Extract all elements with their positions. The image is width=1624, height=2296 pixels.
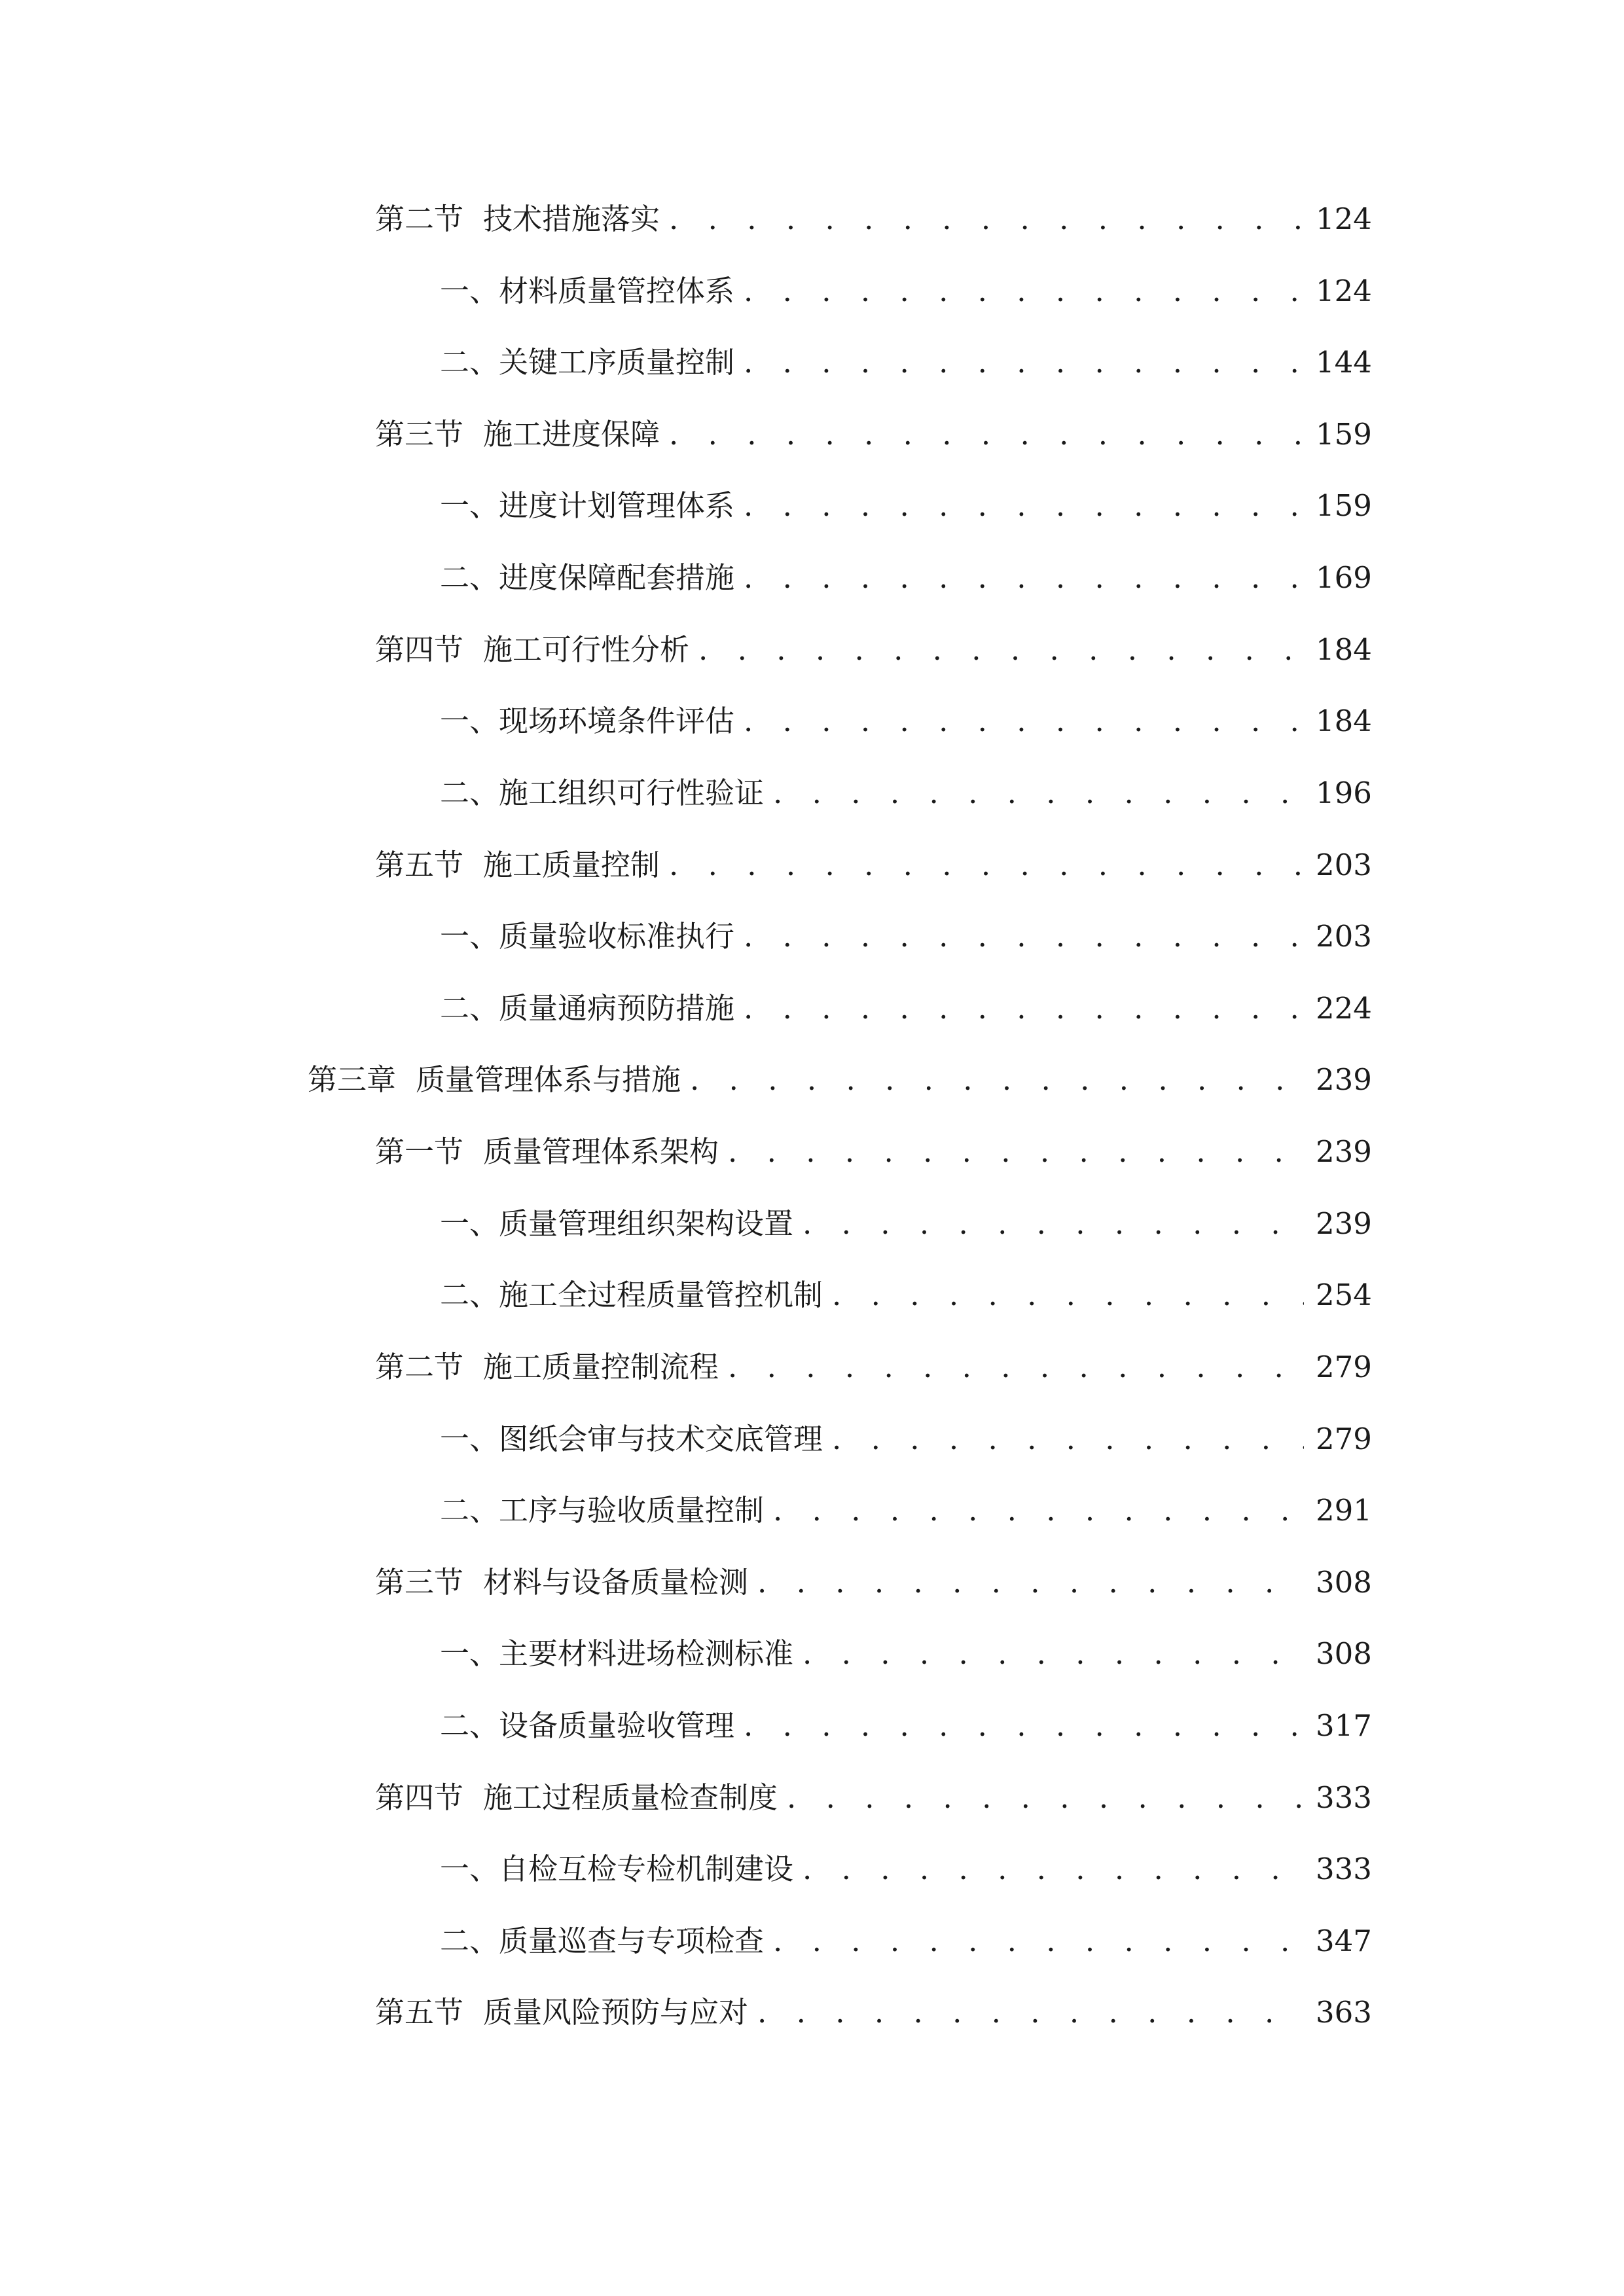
toc-marker: 一、 [440,1636,499,1671]
toc-section-entry[interactable] [375,408,1372,461]
toc-subsection-entry[interactable] [440,265,1372,317]
toc-page-number: 239 [1316,1206,1372,1241]
dot-leader [728,1126,1304,1178]
toc-title: 质量通病预防措施 [499,991,735,1026]
dot-leader [744,552,1304,604]
toc-marker: 第三节 [375,1565,464,1600]
dot-leader [773,1484,1304,1537]
toc-page-number: 159 [1316,488,1372,523]
dot-leader [803,1198,1304,1250]
dot-leader [757,1556,1304,1609]
toc-page-number: 124 [1316,202,1372,236]
toc-marker: 二、 [440,345,499,380]
toc-page-number: 144 [1316,345,1372,380]
toc-title: 施工质量控制 [483,848,660,882]
dot-leader [744,910,1304,963]
toc-marker: 二、 [440,560,499,595]
toc-page-number: 254 [1316,1278,1372,1312]
toc-page-number: 124 [1316,274,1372,308]
toc-page-number: 184 [1316,704,1372,738]
toc-subsection-entry[interactable] [440,1198,1372,1250]
toc-page-number: 308 [1316,1565,1372,1600]
toc-marker: 二、 [440,1278,499,1312]
toc-page-number: 203 [1316,919,1372,954]
toc-title: 质量巡查与专项检查 [499,1924,765,1958]
toc-title: 质量管理体系与措施 [416,1062,681,1097]
dot-leader [669,408,1304,461]
toc-marker: 一、 [440,274,499,308]
toc-marker: 二、 [440,1708,499,1743]
toc-title: 施工进度保障 [483,417,660,452]
toc-subsection-entry[interactable] [440,1700,1372,1752]
toc-page-number: 159 [1316,417,1372,452]
dot-leader [773,767,1304,819]
toc-page-number: 333 [1316,1780,1372,1815]
toc-title: 施工全过程质量管控机制 [499,1278,823,1312]
dot-leader [773,1915,1304,1967]
dot-leader [698,624,1304,676]
toc-subsection-entry[interactable] [440,1628,1372,1680]
toc-page-number: 184 [1316,632,1372,667]
toc-subsection-entry[interactable] [440,1843,1372,1895]
toc-page-number: 239 [1316,1134,1372,1169]
dot-leader [744,265,1304,317]
toc-title: 现场环境条件评估 [499,704,735,738]
toc-marker: 第四节 [375,1780,464,1815]
toc-page-number: 308 [1316,1636,1372,1671]
toc-marker: 一、 [440,488,499,523]
toc-title: 设备质量验收管理 [499,1708,735,1743]
toc-title: 施工质量控制流程 [483,1350,719,1384]
dot-leader [728,1341,1304,1393]
dot-leader [744,480,1304,532]
toc-title: 图纸会审与技术交底管理 [499,1422,823,1456]
toc-title: 进度计划管理体系 [499,488,735,523]
dot-leader [744,336,1304,389]
toc-title: 材料与设备质量检测 [483,1565,749,1600]
toc-section-entry[interactable] [375,839,1372,891]
toc-section-entry[interactable] [375,193,1372,245]
toc-marker: 第二节 [375,1350,464,1384]
toc-page-number: 363 [1316,1995,1372,2030]
toc-page-number: 239 [1316,1062,1372,1097]
dot-leader [832,1413,1304,1465]
toc-marker: 一、 [440,919,499,954]
dot-leader [787,1772,1304,1824]
toc-page-number: 317 [1316,1708,1372,1743]
toc-title: 施工可行性分析 [483,632,690,667]
dot-leader [690,1054,1304,1106]
toc-subsection-entry[interactable] [440,336,1372,389]
dot-leader [803,1628,1304,1680]
dot-leader [669,839,1304,891]
dot-leader [744,695,1304,747]
toc-marker: 一、 [440,1206,499,1241]
toc-page-number: 224 [1316,991,1372,1026]
toc-marker: 一、 [440,704,499,738]
toc-title: 质量风险预防与应对 [483,1995,749,2030]
toc-subsection-entry[interactable] [440,982,1372,1035]
toc-page-number: 333 [1316,1852,1372,1886]
toc-marker: 第三节 [375,417,464,452]
toc-marker: 第一节 [375,1134,464,1169]
dot-leader [832,1269,1304,1321]
toc-marker: 二、 [440,1493,499,1528]
toc-title: 质量验收标准执行 [499,919,735,954]
toc-page-number: 279 [1316,1422,1372,1456]
toc-subsection-entry[interactable] [440,695,1372,747]
toc-title: 材料质量管控体系 [499,274,735,308]
toc-subsection-entry[interactable] [440,910,1372,963]
toc-title: 质量管理体系架构 [483,1134,719,1169]
toc-marker: 第二节 [375,202,464,236]
toc-chapter-entry[interactable] [308,1054,1372,1106]
dot-leader [757,1986,1304,2039]
toc-marker: 一、 [440,1852,499,1886]
toc-subsection-entry[interactable] [440,1413,1372,1465]
toc-subsection-entry[interactable] [440,1484,1372,1537]
toc-section-entry[interactable] [375,1341,1372,1393]
toc-marker: 第五节 [375,848,464,882]
toc-marker: 二、 [440,1924,499,1958]
toc-marker: 一、 [440,1422,499,1456]
dot-leader [669,193,1304,245]
toc-page-number: 347 [1316,1924,1372,1958]
toc-subsection-entry[interactable] [440,480,1372,532]
toc-section-entry[interactable] [375,1986,1372,2039]
toc-section-entry[interactable] [375,1556,1372,1609]
toc-marker: 二、 [440,776,499,810]
toc-marker: 第五节 [375,1995,464,2030]
toc-section-entry[interactable] [375,1126,1372,1178]
toc-title: 工序与验收质量控制 [499,1493,765,1528]
toc-subsection-entry[interactable] [440,552,1372,604]
toc-title: 自检互检专检机制建设 [499,1852,794,1886]
dot-leader [744,982,1304,1035]
toc-subsection-entry[interactable] [440,1915,1372,1967]
toc-marker: 二、 [440,991,499,1026]
toc-section-entry[interactable] [375,624,1372,676]
toc-title: 施工过程质量检查制度 [483,1780,778,1815]
toc-marker: 第三章 [308,1062,397,1097]
toc-section-entry[interactable] [375,1772,1372,1824]
toc-page-number: 196 [1316,776,1372,810]
toc-title: 关键工序质量控制 [499,345,735,380]
toc-title: 主要材料进场检测标准 [499,1636,794,1671]
dot-leader [744,1700,1304,1752]
dot-leader [803,1843,1304,1895]
toc-title: 质量管理组织架构设置 [499,1206,794,1241]
toc-page-number: 291 [1316,1493,1372,1528]
toc-title: 施工组织可行性验证 [499,776,765,810]
toc-title: 技术措施落实 [483,202,660,236]
toc-marker: 第四节 [375,632,464,667]
toc-title: 进度保障配套措施 [499,560,735,595]
toc-page-number: 203 [1316,848,1372,882]
toc-subsection-entry[interactable] [440,1269,1372,1321]
toc-page-number: 279 [1316,1350,1372,1384]
toc-page-number: 169 [1316,560,1372,595]
toc-subsection-entry[interactable] [440,767,1372,819]
